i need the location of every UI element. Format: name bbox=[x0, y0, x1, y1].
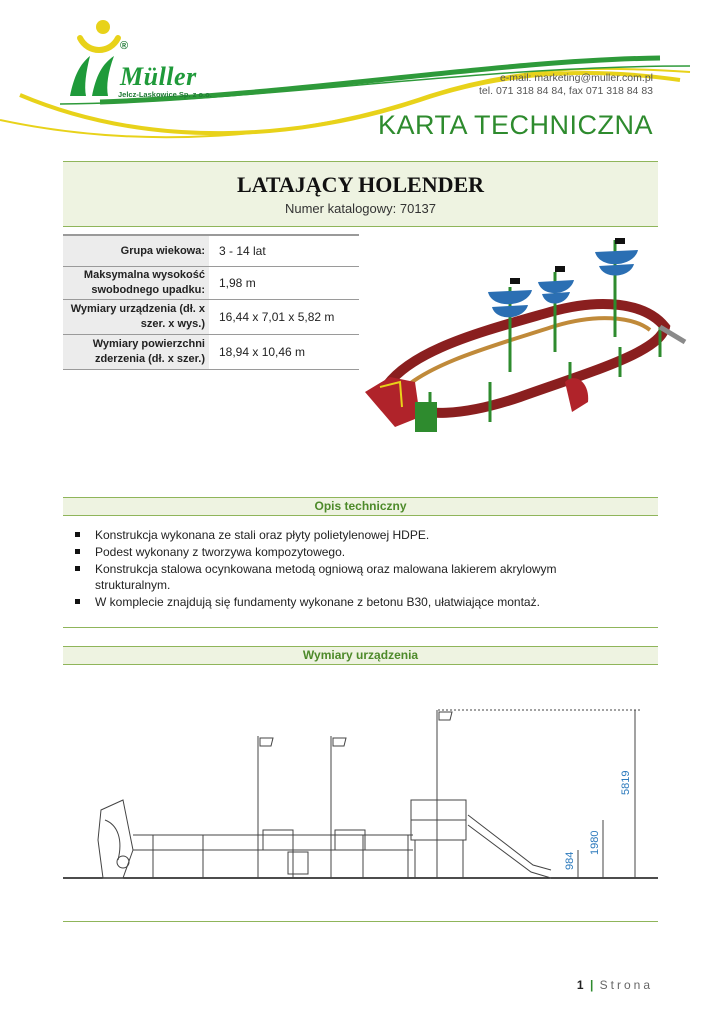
spec-row bbox=[63, 267, 359, 300]
divider bbox=[63, 627, 658, 628]
spec-row bbox=[63, 300, 359, 335]
contact-email: e-mail: marketing@muller.com.pl bbox=[499, 72, 653, 84]
spec-table bbox=[63, 234, 359, 370]
page-number: 1 bbox=[576, 978, 584, 992]
list-item: Konstrukcja stalowa ocynkowana metodą ogniową oraz malowana lakierem akrylowym strukturalnym. bbox=[73, 561, 593, 593]
dimension-total: 5819 bbox=[620, 770, 632, 795]
dimension-platform: 984 bbox=[564, 851, 576, 870]
divider bbox=[63, 921, 658, 922]
catalog-number: Numer katalogowy: 70137 bbox=[284, 201, 437, 216]
dimension-fall-height: 1980 bbox=[589, 830, 601, 855]
registered-mark: ® bbox=[120, 40, 129, 52]
section-header-dimensions: Wymiary urządzenia bbox=[63, 646, 658, 665]
spec-value: 3 - 14 lat bbox=[219, 244, 266, 258]
contact-phone: tel. 071 318 84 84, fax 071 318 84 83 bbox=[479, 85, 653, 97]
product-title-box bbox=[63, 161, 658, 227]
document-title: KARTA TECHNICZNA bbox=[377, 110, 653, 140]
description-list bbox=[73, 527, 593, 611]
spec-row bbox=[63, 335, 359, 370]
brand-name: Müller bbox=[120, 62, 197, 91]
spec-value: 16,44 x 7,01 x 5,82 m bbox=[219, 310, 335, 324]
page-word: Strona bbox=[599, 978, 653, 992]
spec-row bbox=[63, 234, 359, 267]
spec-label: Wymiary powierzchni zderzenia (dł. x szer.) bbox=[63, 335, 209, 369]
list-item: W komplecie znajdują się fundamenty wykonane z betonu B30, ułatwiające montaż. bbox=[73, 594, 593, 610]
spec-value: 18,94 x 10,46 m bbox=[219, 345, 306, 359]
spec-label: Grupa wiekowa: bbox=[63, 236, 209, 266]
list-item: Podest wykonany z tworzywa kompozytowego. bbox=[73, 544, 593, 560]
list-item: Konstrukcja wykonana ze stali oraz płyty polietylenowej HDPE. bbox=[73, 527, 593, 543]
technical-drawing bbox=[63, 700, 658, 890]
product-name: LATAJĄCY HOLENDER bbox=[236, 172, 485, 197]
section-header-description: Opis techniczny bbox=[63, 497, 658, 516]
brand-subtitle: Jelcz-Laskowice Sp. z o.o. bbox=[118, 90, 212, 99]
spec-label: Maksymalna wysokość swobodnego upadku: bbox=[63, 267, 209, 299]
spec-label: Wymiary urządzenia (dł. x szer. x wys.) bbox=[63, 300, 209, 334]
spec-value: 1,98 m bbox=[219, 276, 256, 290]
page-separator: | bbox=[589, 978, 594, 992]
product-illustration bbox=[360, 232, 690, 452]
page-footer bbox=[577, 978, 653, 992]
